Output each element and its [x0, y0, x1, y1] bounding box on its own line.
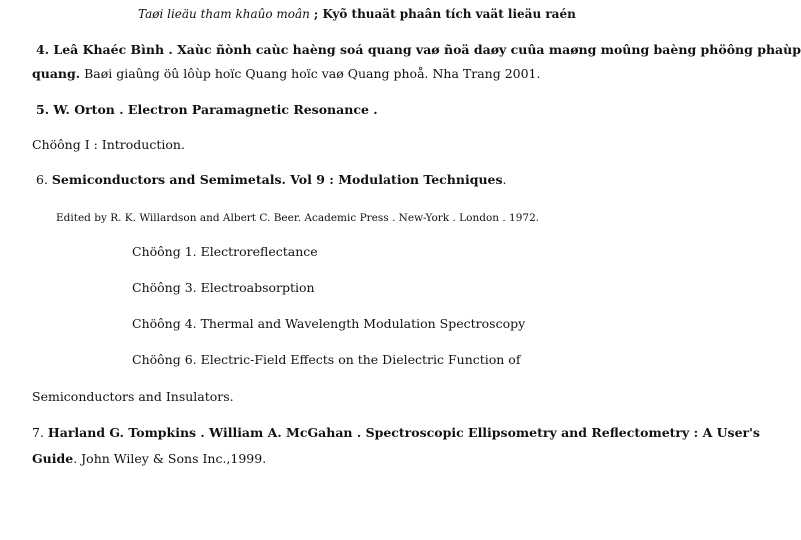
reference-6-continuation: Semiconductors and Insulators.: [32, 389, 234, 404]
reference-6-edited: Edited by R. K. Willardson and Albert C. Beer. Academic Press . New-York . London . 1972.: [56, 212, 540, 224]
reference-7-rest: . John Wiley & Sons Inc.,1999.: [73, 451, 267, 466]
reference-4-rest: Baøi giaûng öû lôùp hoïc Quang hoïc vaø Quang phoå. Nha Trang 2001.: [80, 66, 541, 81]
reference-4-bold-end: quang.: [32, 66, 81, 81]
reference-7-line-1: [32, 425, 760, 441]
reference-4-line-1: 4. Leâ Khaéc Bình . Xaùc ñònh caùc haèng soá quang vaø ñoä daøy cuûa maøng moûng baèng phöông phaùp: [36, 42, 801, 57]
reference-6-title-line: [36, 172, 507, 188]
page-header: [138, 6, 576, 22]
header-left: Taøi lieäu tham khaûo moân: [138, 7, 310, 21]
reference-6-title: Semiconductors and Semimetals. Vol 9 : Modulation Techniques: [51, 172, 503, 187]
reference-6-chapter-6: Chöông 6. Electric-Field Effects on the Dielectric Function of: [132, 352, 521, 367]
reference-6-chapter-1: Chöông 1. Electroreflectance: [132, 244, 318, 259]
header-right: ; Kyõ thuaät phaân tích vaät lieäu raén: [313, 7, 576, 21]
reference-6-chapter-3: Chöông 3. Electroabsorption: [132, 280, 315, 295]
reference-7-guide: Guide: [32, 451, 74, 466]
reference-7-number: 7.: [32, 425, 48, 440]
reference-7-title: Harland G. Tompkins . William A. McGahan . Spectroscopic Ellipsometry and Reflectometry : A User's: [47, 425, 760, 440]
reference-6-chapter-4: Chöông 4. Thermal and Wavelength Modulation Spectroscopy: [132, 316, 526, 331]
reference-7-line-2: [32, 451, 266, 467]
reference-5-chapter: Chöông I : Introduction.: [32, 137, 185, 152]
reference-5-title: 5. W. Orton . Electron Paramagnetic Resonance .: [36, 102, 378, 117]
reference-6-number: 6.: [36, 172, 52, 187]
reference-4-line-2: [32, 66, 540, 82]
reference-6-dot: .: [502, 172, 507, 187]
